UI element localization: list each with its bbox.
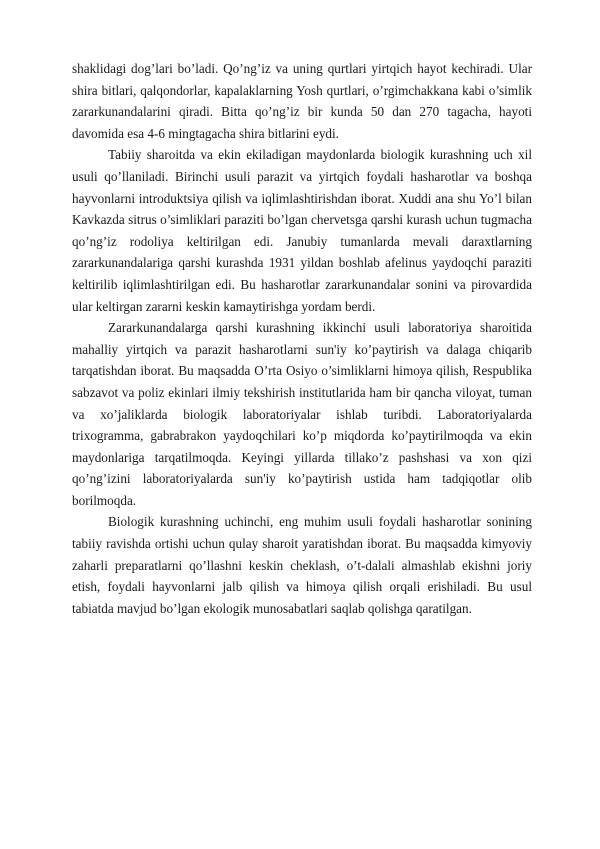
paragraph-3: Zararkunandalarga qarshi kurashning ikkinchi usuli laboratoriya sharoitida mahalliy yirtqich va parazit hasharotlarni sun'iy ko’paytirish va dalaga chiqarib tarqatishdan iborat. Bu maqsadda O’rta Osiyo o’simliklarni himoya qilish, Respublika sabzavot va poliz ekinlari ilmiy tekshirish institutlarida ham bir qancha viloyat, tuman va xo’jaliklarda biologik laboratoriyalar ishlab turibdi. Laboratoriyalarda trixogramma, gabrabrakon yaydoqchilari ko’p miqdorda ko’paytirilmoqda va ekin maydonlariga tarqatilmoqda. Keyingi yillarda tillako’z pashshasi va xon qizi qo’ng’izini laboratoriyalarda sun'iy ko’paytirish ustida ham tadqiqotlar olib borilmoqda. [72, 320, 532, 508]
document-page [72, 58, 532, 619]
paragraph-2: Tabiiy sharoitda va ekin ekiladigan maydonlarda biologik kurashning uch xil usuli qo’llaniladi. Birinchi usuli parazit va yirtqich foydali hasharotlar va boshqa hayvonlarni introduktsiya qilish va iqlimlashtirishdan iborat. Xuddi ana shu Yo’l bilan Kavkazda sitrus o’simliklari paraziti bo’lgan chervetsga qarshi kurash uchun tugmacha qo’ng’iz rodoliya keltirilgan edi. Janubiy tumanlarda mevali daraxtlarning zararkunandalariga qarshi kurashda 1931 yildan boshlab afelinus yaydoqchi paraziti keltirilib iqlimlashtirilgan edi. Bu hasharotlar zararkunandalar sonini va pirovardida ular keltirgan zararni keskin kamaytirishga yordam berdi. [72, 147, 532, 314]
paragraph-4: Biologik kurashning uchinchi, eng muhim usuli foydali hasharotlar sonining tabiiy ravishda ortishi uchun qulay sharoit yaratishdan iborat. Bu maqsadda kimyoviy zaharli preparatlarni qo’llashni keskin cheklash, o’t-dalali almashlab ekishni joriy etish, foydali hayvonlarni jalb qilish va himoya qilish orqali erishiladi. Bu usul tabiatda mavjud bo’lgan ekologik munosabatlari saqlab qolishga qaratilgan. [72, 514, 532, 616]
paragraph-1: shaklidagi dog’lari bo’ladi. Qo’ng’iz va uning qurtlari yirtqich hayot kechiradi. Ular shira bitlari, qalqondorlar, kapalaklarning Yosh qurtlari, o’rgimchakkana kabi o’simlik zararkunandalarini qiradi. Bitta qo’ng’iz bir kunda 50 dan 270 tagacha, hayoti davomida esa 4-6 mingtagacha shira bitlarini eydi. [72, 61, 532, 141]
